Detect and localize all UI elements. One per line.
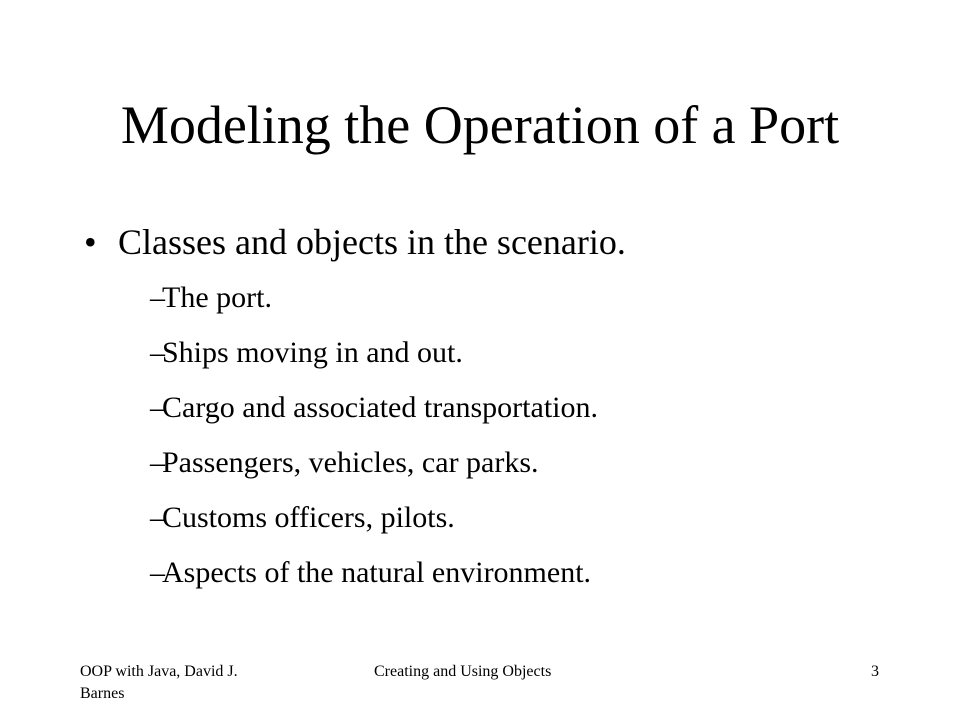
footer-author: OOP with Java, David J. Barnes [80,663,238,702]
sub-bullet-item [150,388,598,443]
slide-title: Modeling the Operation of a Port [120,95,840,155]
footer-topic: Creating and Using Objects [374,663,552,680]
sub-bullet-item [150,333,598,388]
sub-bullet-text: Customs officers, pilots. [162,501,455,534]
main-bullet-text: Classes and objects in the scenario. [118,222,626,262]
main-bullet [84,216,626,268]
dash-marker: – [150,391,165,424]
dash-marker: – [150,336,165,369]
dash-marker: – [150,446,165,479]
sub-bullet-text: Ships moving in and out. [162,336,463,369]
sub-bullet-item [150,443,598,498]
dash-marker: – [150,556,165,589]
sub-bullet-list [150,278,598,608]
sub-bullet-item [150,278,598,333]
sub-bullet-item [150,553,598,608]
sub-bullet-text: Passengers, vehicles, car parks. [162,446,539,479]
page-number: 3 [871,663,879,680]
sub-bullet-text: Aspects of the natural environment. [162,556,592,589]
bullet-marker: • [84,222,97,262]
sub-bullet-text: Cargo and associated transportation. [162,391,598,424]
dash-marker: – [150,281,165,314]
sub-bullet-text: The port. [162,281,272,314]
dash-marker: – [150,501,165,534]
sub-bullet-item [150,498,598,553]
